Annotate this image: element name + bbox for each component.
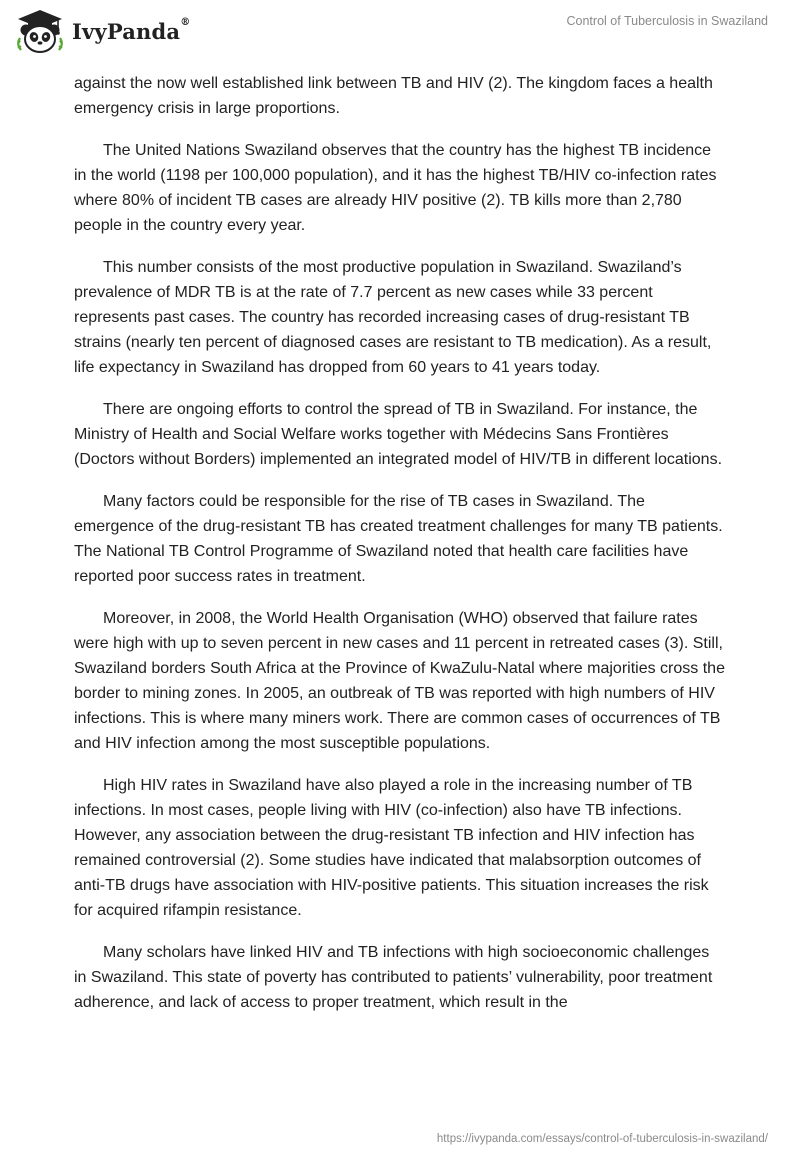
paragraph: The United Nations Swaziland observes that the country has the highest TB incidence in the world (1198 per 100,000 population), and it has the highest TB/HIV co-infection rates where 80% of incident TB cases are already HIV positive (2). TB kills more than 2,780 people in the country every year. bbox=[74, 142, 717, 234]
paragraph: High HIV rates in Swaziland have also played a role in the increasing number of TB infections. In most cases, people living with HIV (co-infection) also have TB infections. However, any association between the drug-resistant TB infection and HIV infection has remained controversial (2). Some studies have indicated that malabsorption outcomes of anti-TB drugs have association with HIV-positive patients. This situation increases the risk for acquired rifampin resistance. bbox=[74, 777, 709, 919]
essay-body bbox=[74, 71, 726, 1032]
panda-graduate-icon bbox=[14, 8, 66, 54]
paragraph: Many scholars have linked HIV and TB infections with high socioeconomic challenges in Swaziland. This state of poverty has contributed to patients’ vulnerability, poor treatment adherence, and lack of access to proper treatment, which result in the bbox=[74, 944, 713, 1011]
document-title: Control of Tuberculosis in Swaziland bbox=[566, 14, 768, 28]
paragraph: against the now well established link between TB and HIV (2). The kingdom faces a health emergency crisis in large proportions. bbox=[74, 75, 713, 117]
paragraph: Moreover, in 2008, the World Health Organisation (WHO) observed that failure rates were high with up to seven percent in new cases and 11 percent in retreated cases (3). Still, Swaziland borders South Africa at the Province of KwaZulu-Natal where majorities cross the border to mining zones. In 2005, an outbreak of TB was reported with high numbers of HIV infections. This is where many miners work. There are common cases of occurrences of TB and HIV infection among the most susceptible populations. bbox=[74, 610, 725, 752]
brand-name: IvyPanda® bbox=[72, 16, 191, 44]
page-header bbox=[0, 0, 800, 64]
brand-logo[interactable] bbox=[14, 8, 190, 54]
paragraph: There are ongoing efforts to control the spread of TB in Swaziland. For instance, the Ministry of Health and Social Welfare works together with Médecins Sans Frontières (Doctors without Borders) implemented an integrated model of HIV/TB in different locations. bbox=[74, 401, 723, 468]
paragraph: Many factors could be responsible for the rise of TB cases in Swaziland. The emergence of the drug-resistant TB has created treatment challenges for many TB patients. The National TB Control Programme of Swaziland noted that health care facilities have reported poor success rates in treatment. bbox=[74, 493, 723, 585]
registered-mark: ® bbox=[180, 16, 191, 28]
paragraph: This number consists of the most productive population in Swaziland. Swaziland’s prevalence of MDR TB is at the rate of 7.7 percent as new cases while 33 percent represents past cases. The country has recorded increasing cases of drug-resistant TB strains (nearly ten percent of diagnosed cases are resistant to TB medication). As a result, life expectancy in Swaziland has dropped from 60 years to 41 years today. bbox=[74, 259, 712, 376]
source-url-link[interactable]: https://ivypanda.com/essays/control-of-tuberculosis-in-swaziland/ bbox=[436, 1133, 768, 1145]
